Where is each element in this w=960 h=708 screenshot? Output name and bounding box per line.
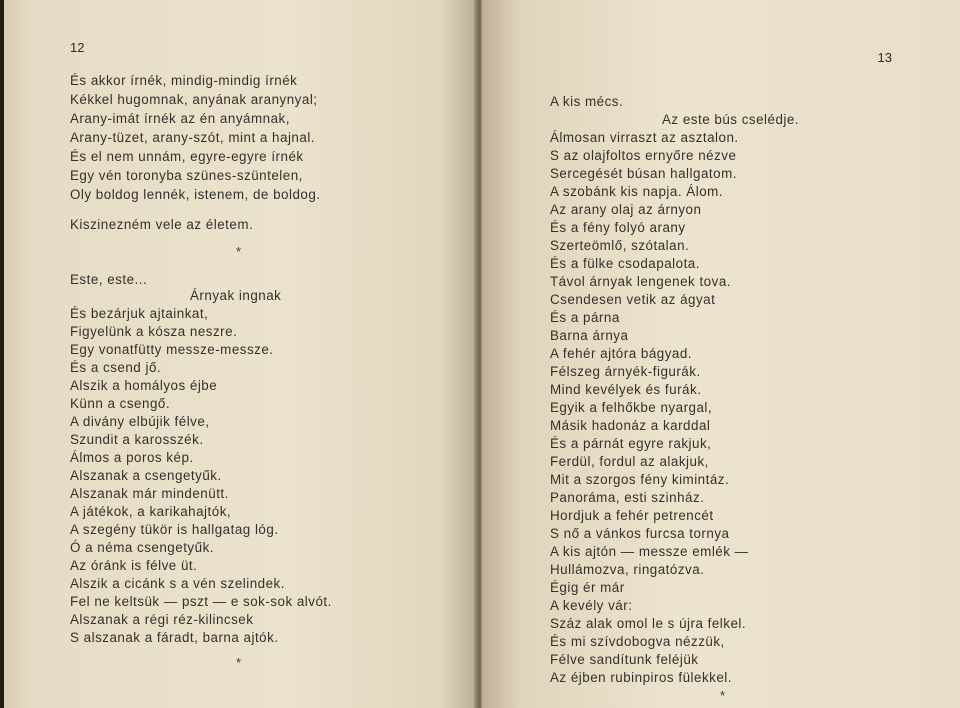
text-line: Alszanak már mindenütt.: [70, 486, 229, 501]
text-line: A játékok, a karikahajtók,: [70, 504, 232, 519]
text-line: Egy vonatfütty messze-messze.: [70, 342, 274, 357]
text-line: Félve sandítunk feléjük: [550, 652, 699, 667]
text-line: Félszeg árnyék-figurák.: [550, 364, 701, 379]
section-separator: *: [236, 244, 242, 259]
text-line: Mit a szorgos fény kimintáz.: [550, 472, 730, 487]
text-line: Figyelünk a kósza neszre.: [70, 324, 238, 339]
left-page: [0, 0, 478, 708]
text-line: Arany-tüzet, arany-szót, mint a hajnal.: [70, 130, 316, 145]
text-line: A kis mécs.: [550, 94, 624, 109]
text-line: Alszik a cicánk s a vén szelindek.: [70, 576, 285, 591]
text-line: A kis ajtón — messze emlék —: [550, 544, 749, 559]
text-line: Mind kevélyek és furák.: [550, 382, 702, 397]
text-line: Ferdül, fordul az alakjuk,: [550, 454, 709, 469]
text-line: Az este bús cselédje.: [662, 112, 800, 127]
text-line: A szobánk kis napja. Álom.: [550, 184, 724, 199]
text-line: Az éjben rubinpiros fülekkel.: [550, 670, 732, 685]
text-line: Fel ne keltsük — pszt — e sok-sok alvót.: [70, 594, 332, 609]
text-line: S alszanak a fáradt, barna ajtók.: [70, 630, 279, 645]
text-line: Este, este...: [70, 272, 148, 287]
text-line: A divány elbújik félve,: [70, 414, 210, 429]
text-line: Csendesen vetik az ágyat: [550, 292, 716, 307]
text-line: Kékkel hugomnak, anyának aranynyal;: [70, 92, 318, 107]
text-line: A szegény tükör is hallgatag lóg.: [70, 522, 279, 537]
text-line: A kevély vár:: [550, 598, 633, 613]
text-line: Oly boldog lennék, istenem, de boldog.: [70, 187, 321, 202]
text-line: Száz alak omol le s újra felkel.: [550, 616, 747, 631]
text-line: Az arany olaj az árnyon: [550, 202, 702, 217]
right-page: [482, 0, 960, 708]
text-line: És a fülke csodapalota.: [550, 256, 700, 271]
text-line: Az óránk is félve üt.: [70, 558, 198, 573]
text-line: Egy vén toronyba szünes-szüntelen,: [70, 168, 303, 183]
text-line: És mi szívdobogva nézzük,: [550, 634, 725, 649]
text-line: Künn a csengő.: [70, 396, 171, 411]
text-line: Árnyak ingnak: [190, 288, 282, 303]
text-line: Alszik a homályos éjbe: [70, 378, 218, 393]
text-line: És el nem unnám, egyre-egyre írnék: [70, 149, 304, 164]
text-line: Panoráma, esti szinház.: [550, 490, 705, 505]
text-line: Barna árnya: [550, 328, 629, 343]
section-separator: *: [720, 688, 726, 703]
text-line: Sercegését búsan hallgatom.: [550, 166, 737, 181]
text-line: És a párna: [550, 310, 620, 325]
text-line: Kiszinezném vele az életem.: [70, 217, 254, 232]
text-line: Arany-imát írnék az én anyámnak,: [70, 111, 290, 126]
text-line: Álmos a poros kép.: [70, 450, 194, 465]
section-separator: *: [236, 655, 242, 670]
text-line: És a csend jő.: [70, 360, 162, 375]
text-line: Alszanak a csengetyűk.: [70, 468, 222, 483]
text-line: Másik hadonáz a karddal: [550, 418, 711, 433]
text-line: A fehér ajtóra bágyad.: [550, 346, 693, 361]
text-line: Égig ér már: [550, 580, 625, 595]
text-line: És akkor írnék, mindig-mindig írnék: [70, 73, 298, 88]
text-line: Hullámozva, ringatózva.: [550, 562, 705, 577]
page-number-right: 13: [877, 50, 892, 65]
text-line: Ó a néma csengetyűk.: [70, 540, 214, 555]
text-line: Alszanak a régi réz-kilincsek: [70, 612, 254, 627]
text-line: Hordjuk a fehér petrencét: [550, 508, 714, 523]
text-line: És a párnát egyre rakjuk,: [550, 436, 712, 451]
text-line: És a fény folyó arany: [550, 220, 686, 235]
text-line: S nő a vánkos furcsa tornya: [550, 526, 730, 541]
text-line: Szundit a karosszék.: [70, 432, 204, 447]
text-line: Távol árnyak lengenek tova.: [550, 274, 731, 289]
text-line: S az olajfoltos ernyőre nézve: [550, 148, 737, 163]
text-line: És bezárjuk ajtainkat,: [70, 306, 209, 321]
page-number-left: 12: [70, 40, 85, 55]
text-line: Álmosan virraszt az asztalon.: [550, 130, 739, 145]
text-line: Egyik a felhőkbe nyargal,: [550, 400, 713, 415]
text-line: Szerteömlő, szótalan.: [550, 238, 690, 253]
